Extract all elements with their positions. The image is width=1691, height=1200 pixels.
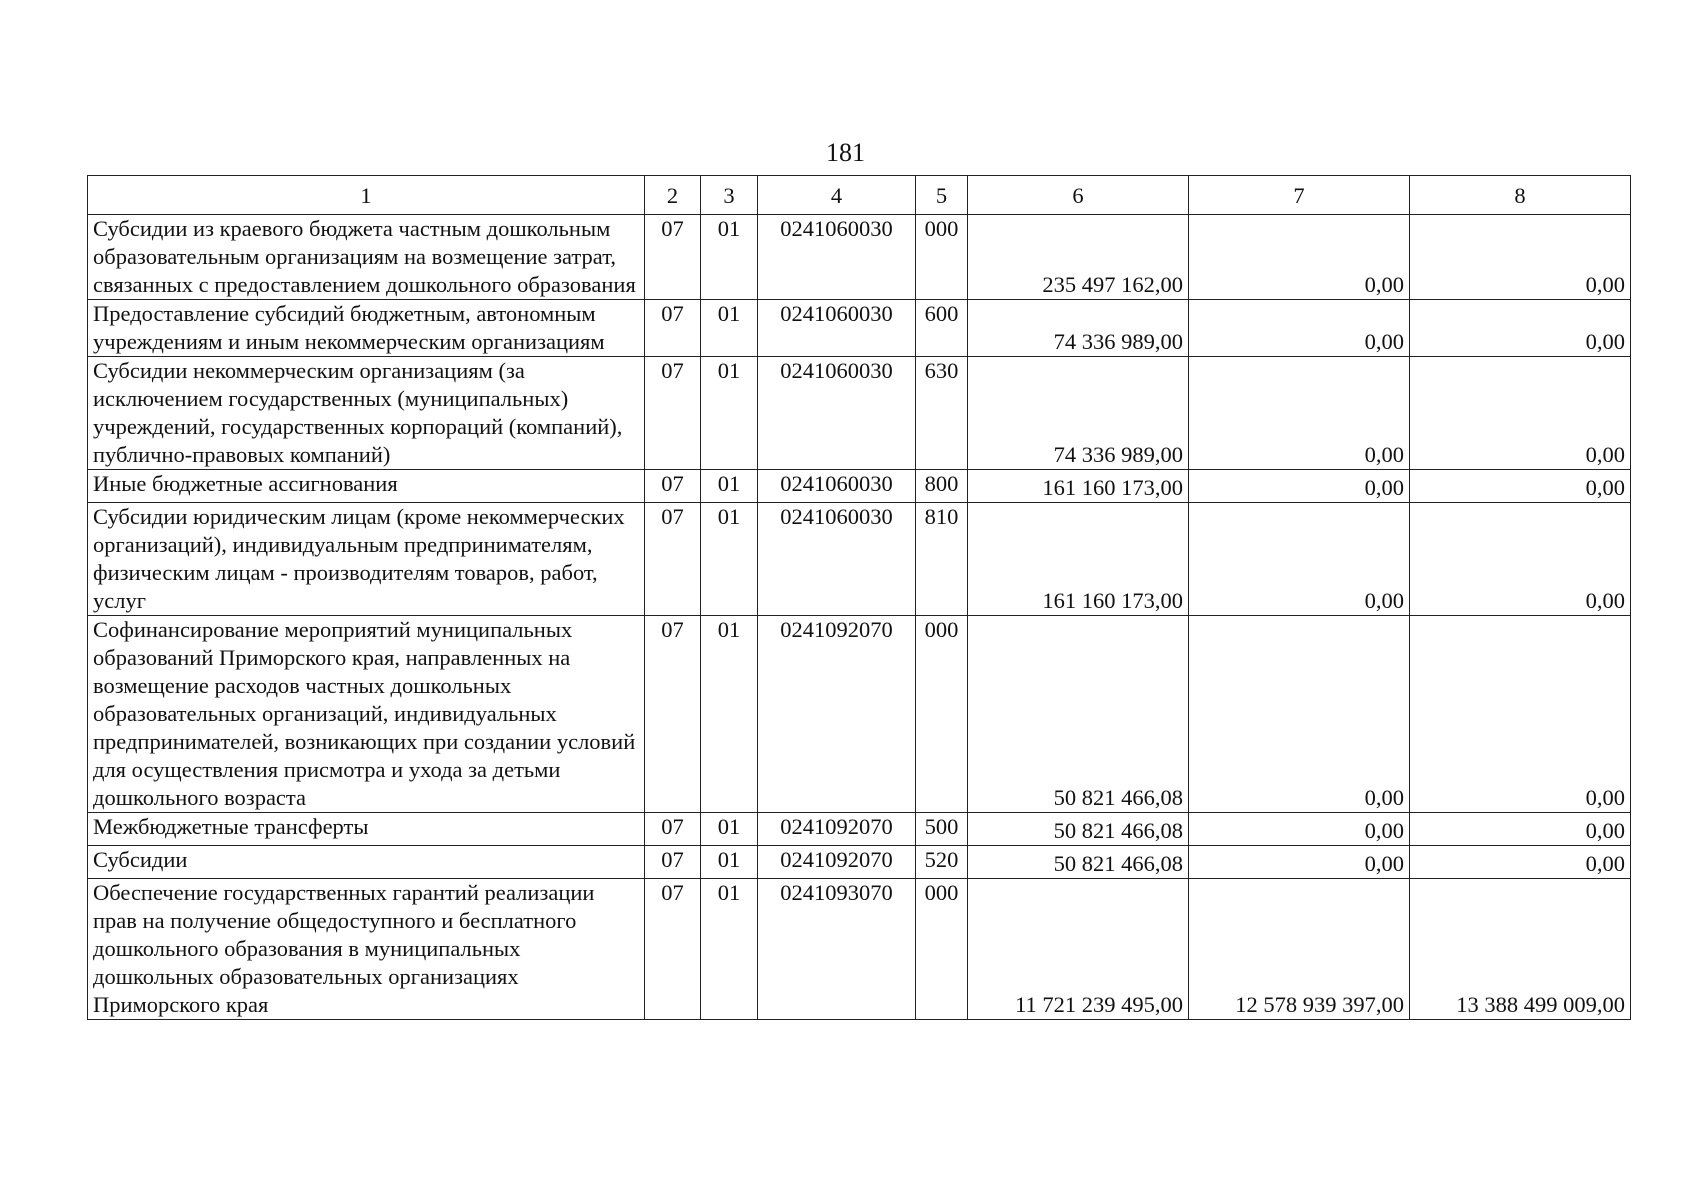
section-code: 07 (645, 879, 701, 1020)
page-number: 181 (826, 138, 865, 167)
amount-col6: 161 160 173,00 (968, 470, 1189, 503)
expense-type-code: 600 (916, 300, 968, 357)
table-row (88, 300, 1631, 357)
amount-col7: 0,00 (1189, 215, 1410, 300)
expense-type-code: 810 (916, 503, 968, 616)
section-code: 07 (645, 300, 701, 357)
expense-type-code: 630 (916, 357, 968, 470)
target-article-code: 0241060030 (758, 215, 916, 300)
table-row (88, 357, 1631, 470)
target-article-code: 0241092070 (758, 616, 916, 813)
subsection-code: 01 (701, 300, 758, 357)
subsection-code: 01 (701, 215, 758, 300)
amount-col7: 0,00 (1189, 616, 1410, 813)
table-row (88, 215, 1631, 300)
expense-type-code: 000 (916, 616, 968, 813)
amount-col8: 0,00 (1410, 215, 1631, 300)
column-header: 5 (916, 176, 968, 215)
column-header: 6 (968, 176, 1189, 215)
row-name: Межбюджетные трансферты (88, 813, 645, 846)
amount-col6: 11 721 239 495,00 (968, 879, 1189, 1020)
amount-col6: 50 821 466,08 (968, 616, 1189, 813)
subsection-code: 01 (701, 846, 758, 879)
row-name: Предоставление субсидий бюджетным, автономным учреждениям и иным некоммерческим организациям (88, 300, 645, 357)
amount-col6: 50 821 466,08 (968, 846, 1189, 879)
row-name: Субсидии юридическим лицам (кроме некоммерческих организаций), индивидуальным предпринимателям, физическим лицам - производителям товаров, работ, услуг (88, 503, 645, 616)
subsection-code: 01 (701, 813, 758, 846)
section-code: 07 (645, 846, 701, 879)
table-row (88, 813, 1631, 846)
section-code: 07 (645, 470, 701, 503)
table-header-row (88, 176, 1631, 215)
amount-col8: 0,00 (1410, 503, 1631, 616)
target-article-code: 0241092070 (758, 846, 916, 879)
subsection-code: 01 (701, 879, 758, 1020)
section-code: 07 (645, 215, 701, 300)
table-row (88, 503, 1631, 616)
amount-col7: 0,00 (1189, 846, 1410, 879)
section-code: 07 (645, 616, 701, 813)
table-row (88, 846, 1631, 879)
subsection-code: 01 (701, 357, 758, 470)
row-name: Иные бюджетные ассигнования (88, 470, 645, 503)
target-article-code: 0241060030 (758, 503, 916, 616)
amount-col8: 0,00 (1410, 357, 1631, 470)
amount-col8: 0,00 (1410, 470, 1631, 503)
subsection-code: 01 (701, 616, 758, 813)
section-code: 07 (645, 503, 701, 616)
column-header: 7 (1189, 176, 1410, 215)
amount-col7: 0,00 (1189, 300, 1410, 357)
amount-col8: 0,00 (1410, 846, 1631, 879)
target-article-code: 0241092070 (758, 813, 916, 846)
amount-col7: 12 578 939 397,00 (1189, 879, 1410, 1020)
column-header: 4 (758, 176, 916, 215)
target-article-code: 0241093070 (758, 879, 916, 1020)
column-header: 2 (645, 176, 701, 215)
amount-col7: 0,00 (1189, 470, 1410, 503)
target-article-code: 0241060030 (758, 300, 916, 357)
amount-col7: 0,00 (1189, 357, 1410, 470)
expense-type-code: 000 (916, 215, 968, 300)
table-row (88, 879, 1631, 1020)
row-name: Обеспечение государственных гарантий реализации прав на получение общедоступного и бесплатного дошкольного образования в муниципальных дошкольных образовательных организациях Приморского края (88, 879, 645, 1020)
amount-col8: 0,00 (1410, 616, 1631, 813)
amount-col7: 0,00 (1189, 813, 1410, 846)
expense-type-code: 000 (916, 879, 968, 1020)
target-article-code: 0241060030 (758, 470, 916, 503)
amount-col6: 161 160 173,00 (968, 503, 1189, 616)
amount-col8: 0,00 (1410, 300, 1631, 357)
section-code: 07 (645, 813, 701, 846)
section-code: 07 (645, 357, 701, 470)
amount-col7: 0,00 (1189, 503, 1410, 616)
amount-col6: 235 497 162,00 (968, 215, 1189, 300)
amount-col8: 13 388 499 009,00 (1410, 879, 1631, 1020)
column-header: 3 (701, 176, 758, 215)
table-row (88, 616, 1631, 813)
row-name: Субсидии некоммерческим организациям (за исключением государственных (муниципальных) учреждений, государственных корпораций (компаний), публично-правовых компаний) (88, 357, 645, 470)
expense-type-code: 520 (916, 846, 968, 879)
subsection-code: 01 (701, 470, 758, 503)
amount-col8: 0,00 (1410, 813, 1631, 846)
amount-col6: 74 336 989,00 (968, 357, 1189, 470)
row-name: Субсидии из краевого бюджета частным дошкольным образовательным организациям на возмещение затрат, связанных с предоставлением дошкольного образования (88, 215, 645, 300)
budget-table (87, 175, 1631, 1020)
row-name: Субсидии (88, 846, 645, 879)
expense-type-code: 500 (916, 813, 968, 846)
column-header: 8 (1410, 176, 1631, 215)
table-row (88, 470, 1631, 503)
amount-col6: 50 821 466,08 (968, 813, 1189, 846)
target-article-code: 0241060030 (758, 357, 916, 470)
amount-col6: 74 336 989,00 (968, 300, 1189, 357)
expense-type-code: 800 (916, 470, 968, 503)
row-name: Софинансирование мероприятий муниципальных образований Приморского края, направленных на возмещение расходов частных дошкольных образовательных организаций, индивидуальных предпринимателей, возникающих при создании условий для осуществления присмотра и ухода за детьми дошкольного возраста (88, 616, 645, 813)
column-header: 1 (88, 176, 645, 215)
subsection-code: 01 (701, 503, 758, 616)
